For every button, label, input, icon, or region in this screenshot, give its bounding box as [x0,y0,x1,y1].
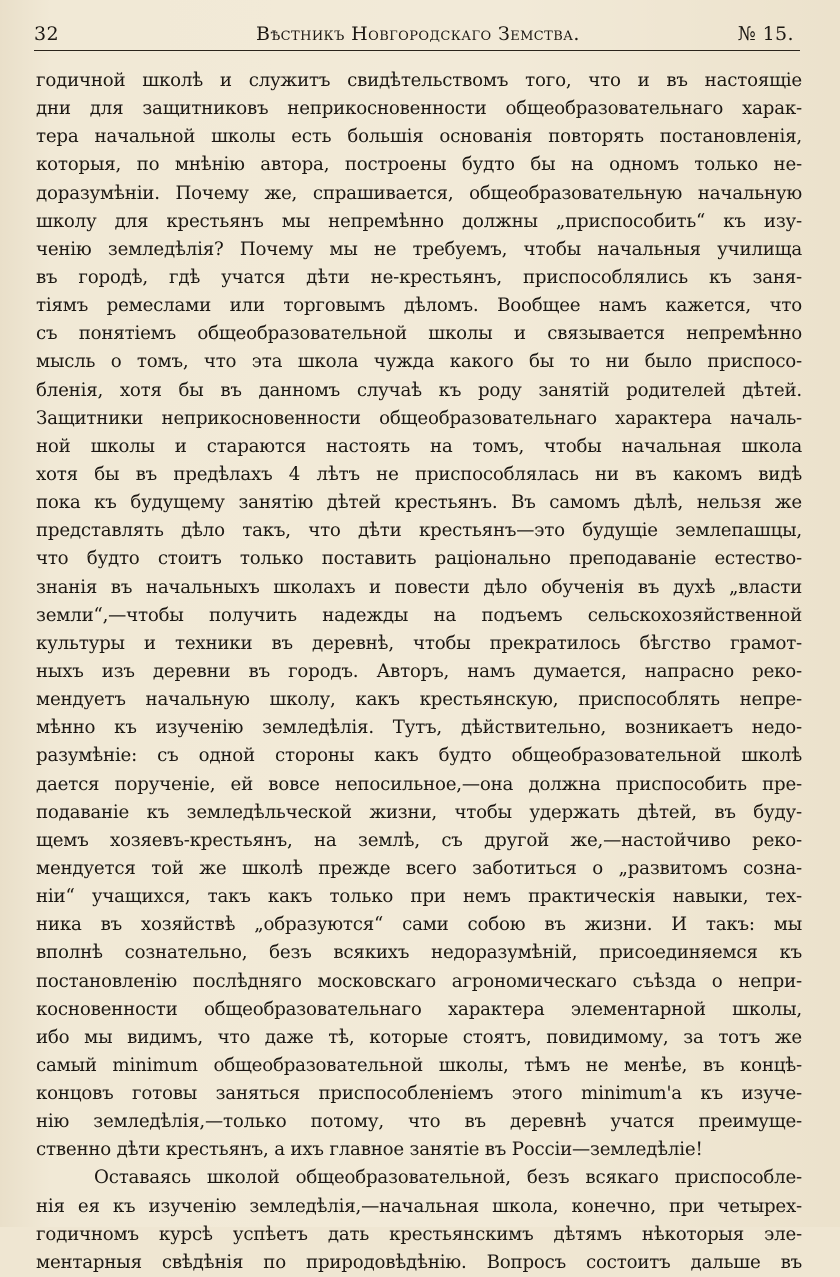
text-line: въ городѣ, гдѣ учатся дѣти не-крестьянъ, приспособлялись къ заня- [36,266,802,288]
text-line: культуры и техники въ деревнѣ, чтобы прекратилось бѣгство грамот- [36,632,802,654]
text-line: дни для защитниковъ неприкосновенности общеобразовательнаго харак- [36,98,802,120]
text-line: знанія въ начальныхъ школахъ и повести дѣло обученія въ духѣ „власти [36,576,802,598]
text-line: концовъ готовы заняться приспособленіемъ этого minimum'а къ изуче- [36,1083,802,1105]
text-line: школу для крестьянъ мы непремѣнно должны „приспособить“ къ изу- [36,210,802,232]
page-number: 32 [34,23,59,45]
text-line: ныхъ изъ деревни въ городъ. Авторъ, намъ думается, напрасно реко- [36,660,802,682]
text-line: пока къ будущему занятію дѣтей крестьянъ. Въ самомъ дѣлѣ, нельзя же [36,492,802,514]
text-line: постановленію послѣдняго московскаго агрономическаго съѣзда о непри- [36,970,802,992]
body-text [36,67,802,1277]
text-line: ибо мы видимъ, что даже тѣ, которые стоятъ, повидимому, за тотъ же [36,1026,802,1048]
text-line: ментарныя свѣдѣнія по природовѣдѣнію. Вопросъ состоитъ дальше въ [36,1251,802,1273]
text-line: мендуетъ начальную школу, какъ крестьянскую, приспособлять непре- [36,689,802,711]
text-line: съ понятіемъ общеобразовательной школы и связывается непремѣнно [36,323,802,345]
text-line: ной школы и стараются настоять на томъ, чтобы начальная школа [36,435,802,457]
text-line: ника въ хозяйствѣ „образуются“ сами собою въ жизни. И такъ: мы [36,914,802,936]
page-header [34,20,800,51]
text-line: годичномъ курсѣ успѣетъ дать крестьянскимъ дѣтямъ нѣкоторыя эле- [36,1223,802,1245]
text-line: Защитники неприкосновенности общеобразовательнаго характера началь- [36,407,802,429]
text-line: вполнѣ сознательно, безъ всякихъ недоразумѣній, присоединяемся къ [36,942,802,964]
text-line: доразумѣніи. Почему же, спрашивается, общеобразовательную начальную [36,182,802,204]
issue-number: № 15. [737,23,794,45]
text-line: дается порученіе, ей вовсе непосильное,—она должна приспособить пре- [36,773,802,795]
text-line: щемъ хозяевъ-крестьянъ, на землѣ, съ другой же,—настойчиво реко- [36,829,802,851]
text-line: подаваніе къ земледѣльческой жизни, чтобы удержать дѣтей, въ буду- [36,801,802,823]
journal-title: Вѣстникъ Новгородскаго Земства. [256,23,580,45]
text-line: которыя, по мнѣнію автора, построены будто бы на одномъ только не- [36,154,802,176]
text-line: нія ея къ изученію земледѣлія,—начальная школа, конечно, при четырех- [36,1195,802,1217]
text-line: нію земледѣлія,—только потому, что въ деревнѣ учатся преимуще- [36,1111,802,1133]
text-line: самый minimum общеобразовательной школы, тѣмъ не менѣе, въ концѣ- [36,1054,802,1076]
text-line: хотя бы въ предѣлахъ 4 лѣтъ не приспособлялась ни въ какомъ видѣ [36,463,802,485]
text-line: годичной школѣ и служитъ свидѣтельствомъ того, что и въ настоящіе [36,70,802,91]
text-line: ніи“ учащихся, такъ какъ только при немъ практическія навыки, тех- [36,886,802,908]
text-line: мендуется той же школѣ прежде всего заботиться о „развитомъ созна- [36,857,802,879]
text-line: представлять дѣло такъ, что дѣти крестьянъ—это будущіе землепашцы, [36,520,802,542]
text-line: разумѣніе: съ одной стороны какъ будто общеобразовательной школѣ [36,745,802,767]
text-line: ченію земледѣлія? Почему мы не требуемъ, чтобы начальныя училища [36,238,802,260]
text-line: косновенности общеобразовательнаго характера элементарной школы, [36,998,802,1020]
text-line: ственно дѣти крестьянъ, а ихъ главное занятіе въ Россіи—земледѣліе! [36,1139,703,1161]
text-line: тера начальной школы есть большія основанія повторять постановленія, [36,126,802,148]
text-line: мысль о томъ, что эта школа чужда какого бы то ни было приспосо- [36,351,802,373]
text-line: бленія, хотя бы въ данномъ случаѣ къ роду занятій родителей дѣтей. [36,379,802,401]
text-line: земли“,—чтобы получить надежды на подъемъ сельскохозяйственной [36,604,802,626]
text-line: что будто стоитъ только поставить раціонально преподаваніе естество- [36,548,802,570]
text-line: тіямъ ремеслами или торговымъ дѣломъ. Вообщее намъ кажется, что [36,295,802,317]
text-line: мѣнно къ изученію земледѣлія. Тутъ, дѣйствительно, возникаетъ недо- [36,717,802,739]
text-line: Оставаясь школой общеобразовательной, безъ всякаго приспособле- [94,1167,802,1189]
